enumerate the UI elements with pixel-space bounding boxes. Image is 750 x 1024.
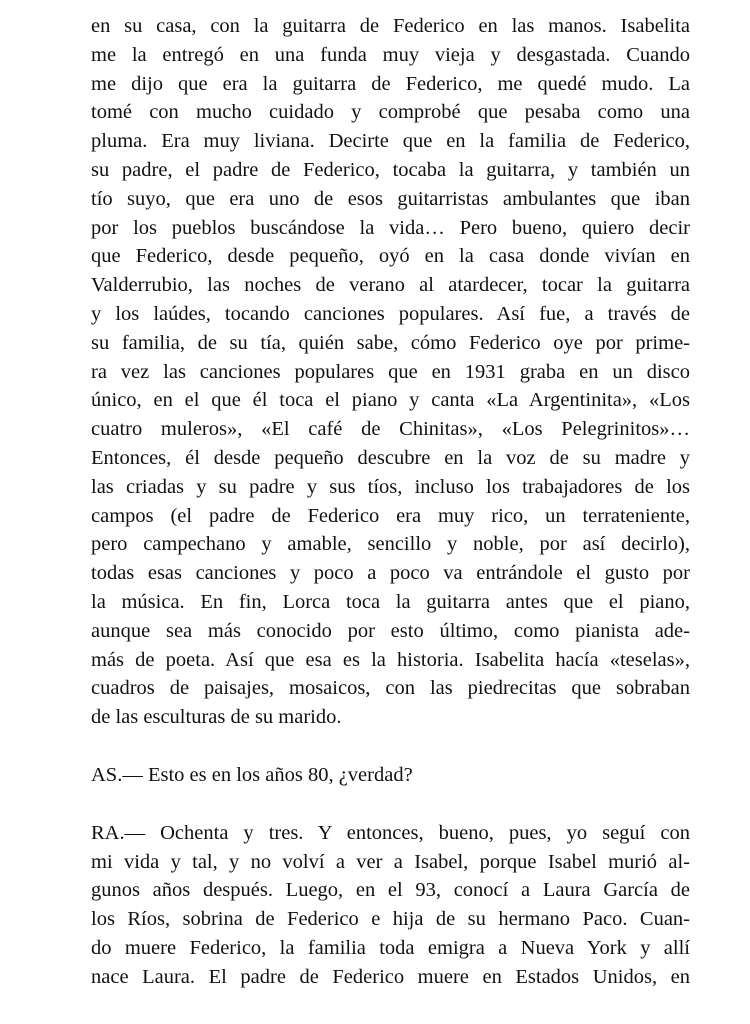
text-line: único, en el que él toca el piano y canta «La Argentinita», «Los	[91, 389, 690, 412]
text-line: do muere Federico, la familia toda emigra a Nueva York y allí	[91, 936, 690, 959]
text-line: tío suyo, que era uno de esos guitarristas ambulantes que iban	[91, 187, 690, 210]
text-line: pero campechano y amable, sencillo y noble, por así decirlo),	[91, 533, 690, 556]
text-line: me la entregó en una funda muy vieja y desgastada. Cuando	[91, 43, 690, 66]
text-line: tomé con mucho cuidado y comprobé que pesaba como una	[91, 101, 690, 124]
text-line: todas esas canciones y poco a poco va entrándole el gusto por	[91, 562, 690, 585]
text-line: AS.— Esto es en los años 80, ¿verdad?	[91, 763, 413, 786]
text-line: su familia, de su tía, quién sabe, cómo Federico oye por prime-	[91, 331, 690, 354]
text-line: su padre, el padre de Federico, tocaba la guitarra, y también un	[91, 158, 690, 181]
text-line: la música. En fin, Lorca toca la guitarra antes que el piano,	[91, 590, 690, 613]
paragraph-answer-ra	[91, 819, 690, 992]
text-line: nace Laura. El padre de Federico muere en Estados Unidos, en	[91, 965, 690, 988]
text-line: cuatro muleros», «El café de Chinitas», «Los Pelegrinitos»…	[91, 418, 690, 441]
text-line: campos (el padre de Federico era muy rico, un terrateniente,	[91, 504, 690, 527]
text-line: más de poeta. Así que esa es la historia. Isabelita hacía «teselas»,	[91, 648, 690, 671]
text-line: en su casa, con la guitarra de Federico en las manos. Isabelita	[91, 15, 690, 37]
text-line: Entonces, él desde pequeño descubre en la voz de su madre y	[91, 446, 690, 469]
paragraph-question-as	[91, 761, 690, 790]
paragraph-gap	[91, 790, 690, 819]
text-line: me dijo que era la guitarra de Federico, me quedé mudo. La	[91, 72, 690, 95]
text-line: pluma. Era muy liviana. Decirte que en la familia de Federico,	[91, 130, 690, 153]
paragraph-gap	[91, 732, 690, 761]
text-line: los Ríos, sobrina de Federico e hija de su hermano Paco. Cuan-	[91, 908, 690, 931]
paragraph-guitar-story	[91, 12, 690, 732]
text-line: ra vez las canciones populares que en 1931 graba en un disco	[91, 360, 690, 383]
text-line: gunos años después. Luego, en el 93, conocí a Laura García de	[91, 879, 690, 902]
text-line: cuadros de paisajes, mosaicos, con las piedrecitas que sobraban	[91, 677, 690, 700]
text-line: de las esculturas de su marido.	[91, 706, 342, 729]
text-line: que Federico, desde pequeño, oyó en la casa donde vivían en	[91, 245, 690, 268]
text-line: RA.— Ochenta y tres. Y entonces, bueno, pues, yo seguí con	[91, 821, 690, 844]
text-line: las criadas y su padre y sus tíos, incluso los trabajadores de los	[91, 475, 690, 498]
text-line: mi vida y tal, y no volví a ver a Isabel, porque Isabel murió al-	[91, 850, 690, 873]
text-line: y los laúdes, tocando canciones populares. Así fue, a través de	[91, 302, 690, 325]
text-line: aunque sea más conocido por esto último, como pianista ade-	[91, 619, 690, 642]
text-line: Valderrubio, las noches de verano al atardecer, tocar la guitarra	[91, 274, 690, 297]
text-line: por los pueblos buscándose la vida… Pero bueno, quiero decir	[91, 216, 690, 239]
